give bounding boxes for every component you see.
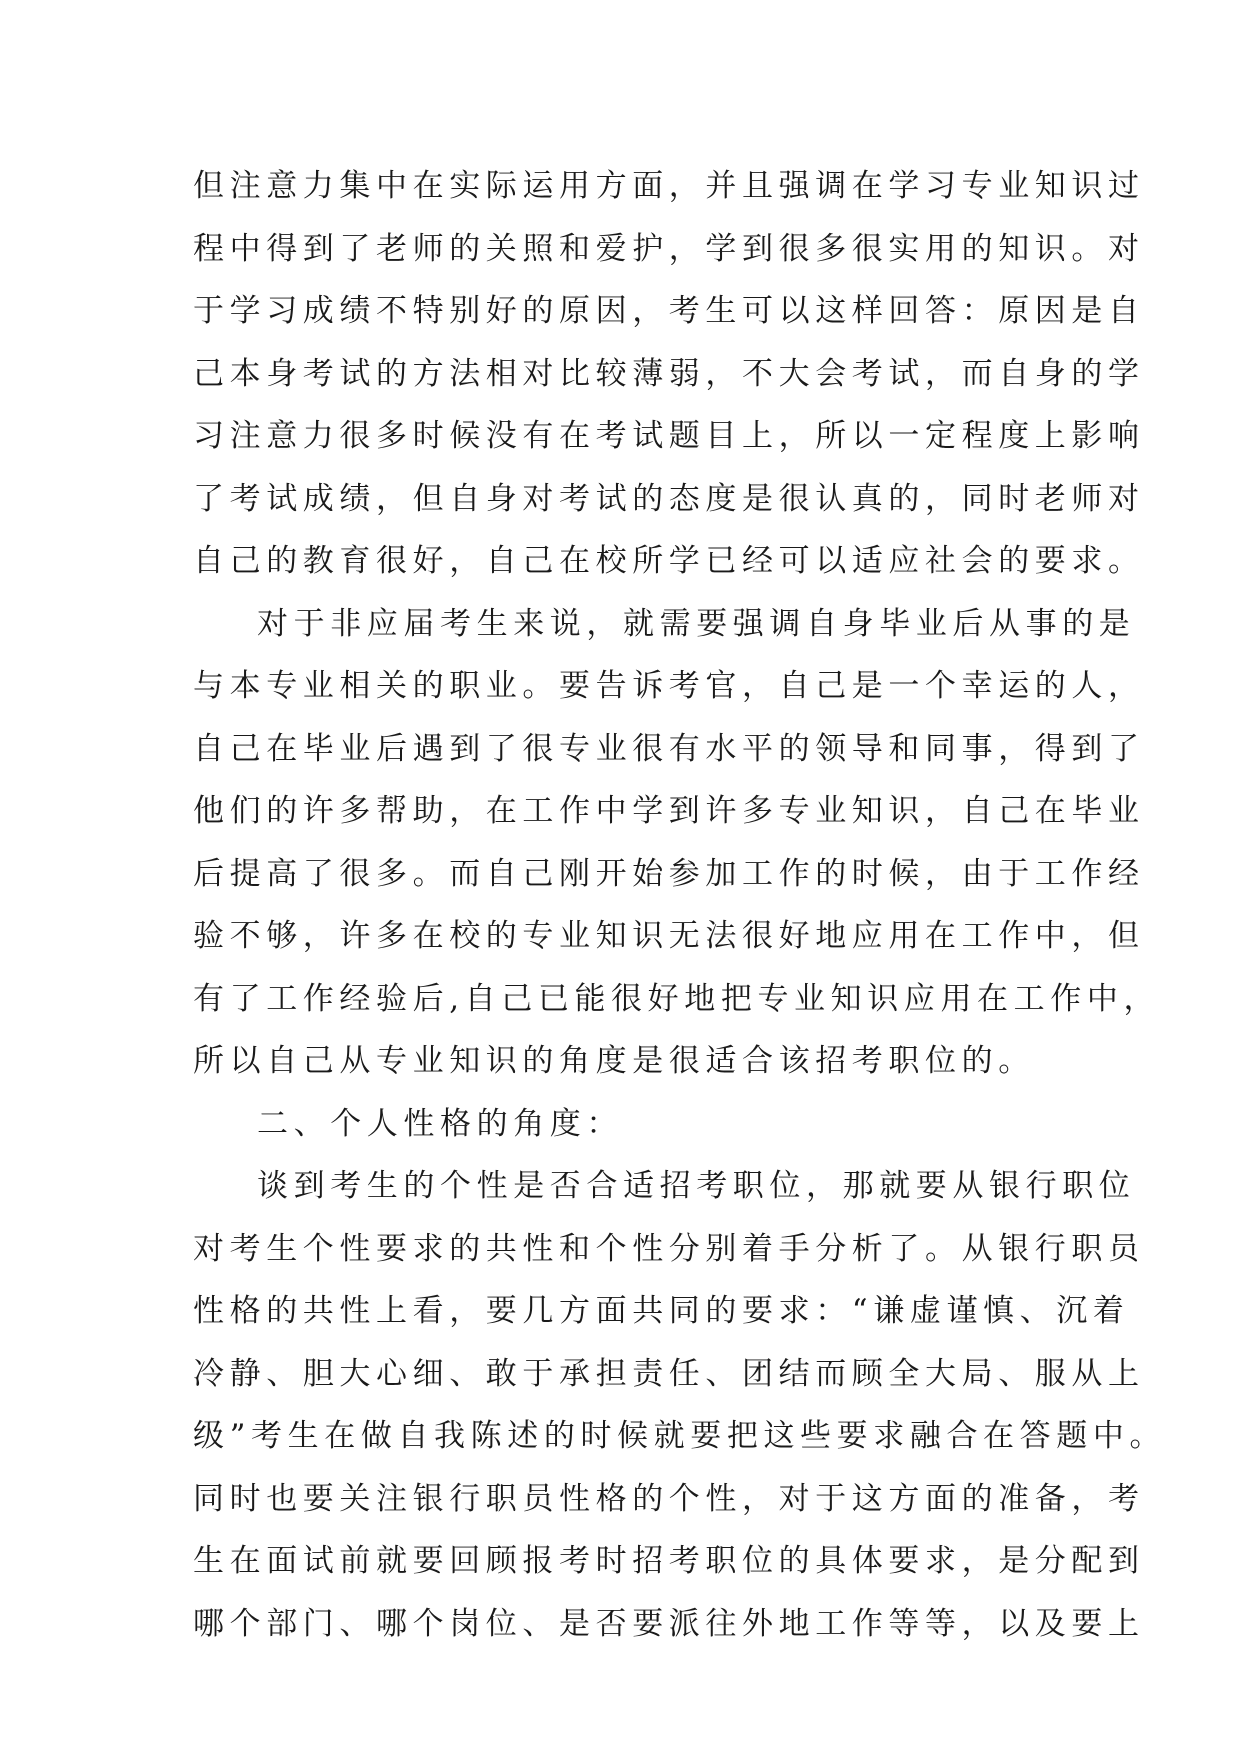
text-line: 所以自己从专业知识的角度是很适合该招考职位的。 bbox=[193, 1043, 1035, 1079]
text-line: 同时也要关注银行职员性格的个性，对于这方面的准备，考 bbox=[193, 1480, 1145, 1517]
text-line: 有了工作经验后,自己已能很好地把专业知识应用在工作中， bbox=[193, 980, 1161, 1017]
text-line: 自己的教育很好，自己在校所学已经可以适应社会的要求。 bbox=[193, 543, 1145, 579]
paragraph-start-line: 谈到考生的个性是否合适招考职位，那就要从银行职位 bbox=[257, 1168, 1136, 1204]
text-line: 对考生个性要求的共性和个性分别着手分析了。从银行职员 bbox=[193, 1230, 1145, 1267]
text-line: 程中得到了老师的关照和爱护，学到很多很实用的知识。对 bbox=[193, 230, 1145, 267]
text-line: 习注意力很多时候没有在考试题目上，所以一定程度上影响 bbox=[193, 418, 1145, 454]
text-line: 但注意力集中在实际运用方面，并且强调在学习专业知识过 bbox=[193, 168, 1145, 204]
text-line: 己本身考试的方法相对比较薄弱，不大会考试，而自身的学 bbox=[193, 355, 1145, 392]
text-line: 验不够，许多在校的专业知识无法很好地应用在工作中，但 bbox=[193, 918, 1145, 954]
text-line: 级”考生在做自我陈述的时候就要把这些要求融合在答题中。 bbox=[193, 1418, 1167, 1454]
paragraph-start-line: 对于非应届考生来说，就需要强调自身毕业后从事的是 bbox=[257, 605, 1136, 642]
text-line: 后提高了很多。而自己刚开始参加工作的时候，由于工作经 bbox=[193, 855, 1145, 892]
text-line: 了考试成绩，但自身对考试的态度是很认真的，同时老师对 bbox=[193, 480, 1145, 517]
text-line: 生在面试前就要回顾报考时招考职位的具体要求，是分配到 bbox=[193, 1543, 1145, 1579]
text-line: 哪个部门、哪个岗位、是否要派往外地工作等等，以及要上 bbox=[193, 1605, 1145, 1642]
text-line: 于学习成绩不特别好的原因，考生可以这样回答：原因是自 bbox=[193, 293, 1145, 329]
text-line: 自己在毕业后遇到了很专业很有水平的领导和同事，得到了 bbox=[193, 730, 1145, 767]
text-line: 与本专业相关的职业。要告诉考官，自己是一个幸运的人， bbox=[193, 668, 1145, 704]
body-text bbox=[193, 155, 1167, 1655]
text-line: 性格的共性上看，要几方面共同的要求：“谦虚谨慎、沉着 bbox=[193, 1293, 1130, 1329]
section-heading: 二、个人性格的角度： bbox=[257, 1105, 623, 1142]
text-line: 他们的许多帮助，在工作中学到许多专业知识，自己在毕业 bbox=[193, 793, 1145, 829]
text-line: 冷静、胆大心细、敢于承担责任、团结而顾全大局、服从上 bbox=[193, 1355, 1145, 1392]
